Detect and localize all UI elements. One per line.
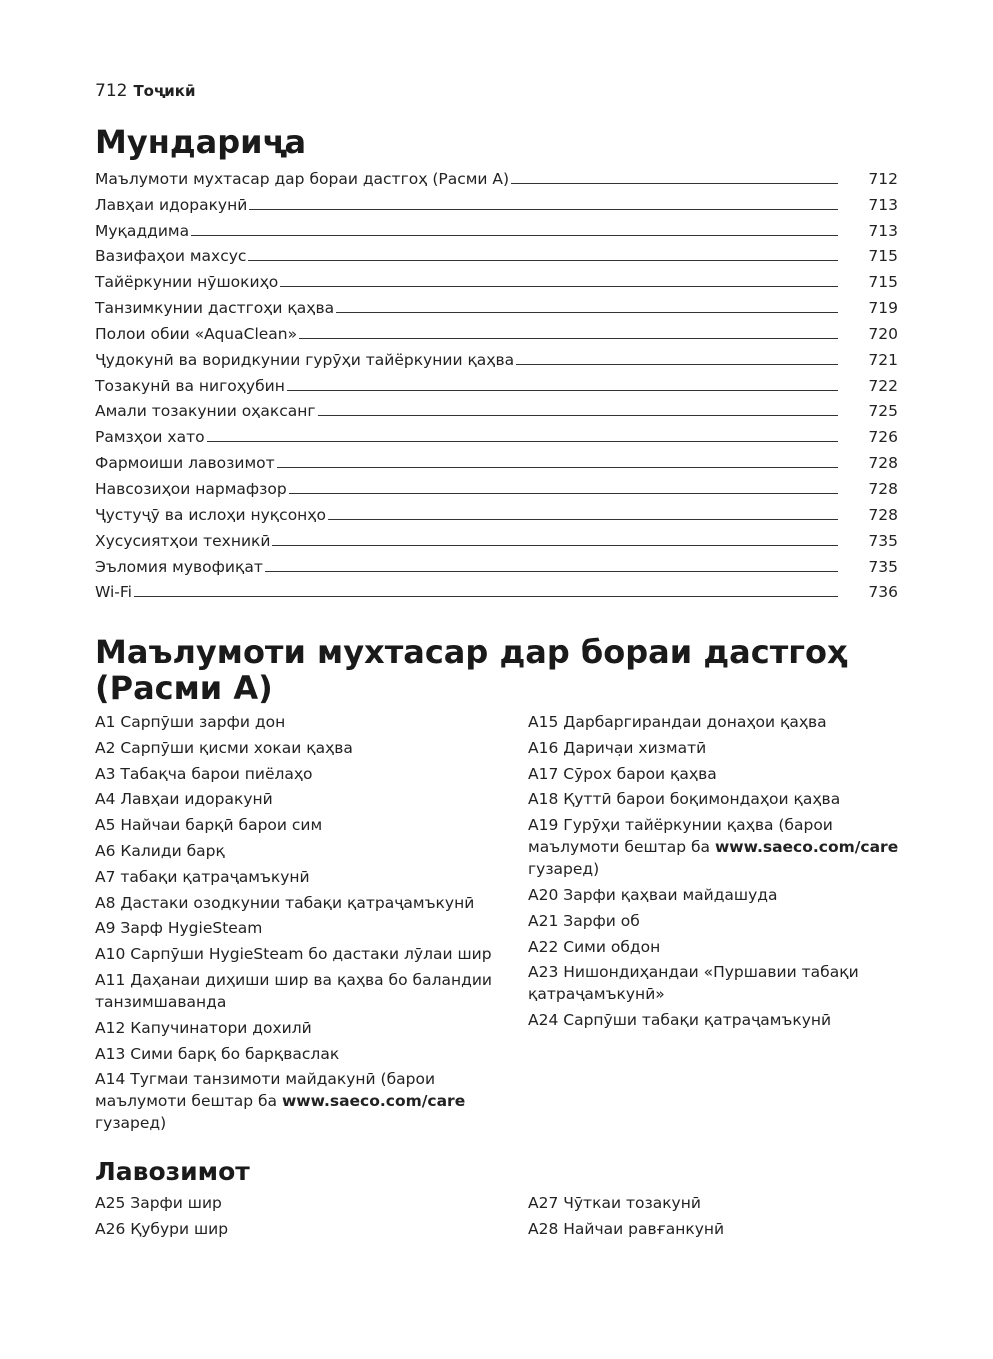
list-item: A22 Сими обдон — [528, 937, 661, 956]
toc-entry-label: Маълумоти мухтасар дар бораи дастгоҳ (Расми A) — [95, 169, 510, 188]
toc-entry[interactable] — [95, 344, 898, 370]
toc-entry-label: Фармоиши лавозимот — [95, 454, 275, 473]
toc-entry-page: 713 — [868, 195, 898, 214]
toc-entry[interactable] — [95, 473, 898, 499]
list-item: A18 Қуттӣ барои боқимондаҳои қаҳва — [528, 790, 841, 809]
list-item: A8 Дастаки озодкунии табақи қатраҷамъкунӣ — [95, 893, 475, 912]
toc-entry-page: 725 — [868, 402, 898, 421]
toc-leader-line — [336, 312, 838, 313]
list-item: A21 Зарфи об — [528, 911, 640, 930]
list-item: A28 Найчаи равғанкунӣ — [528, 1219, 725, 1238]
toc-entry[interactable] — [95, 447, 898, 473]
toc-leader-line — [287, 390, 838, 391]
toc-entry-label: Хусусиятҳои техникӣ — [95, 531, 271, 550]
toc-entry[interactable] — [95, 241, 898, 267]
table-of-contents — [95, 163, 898, 602]
saeco-link[interactable]: www.saeco.com/care — [714, 838, 899, 857]
toc-entry[interactable] — [95, 396, 898, 422]
toc-leader-line — [277, 467, 838, 468]
list-item: A1 Сарпӯши зарфи дон — [95, 713, 286, 731]
a14-text: A14 Тугмаи танзимоти майдакунӣ (барои маълумоти бештар ба — [95, 1070, 436, 1111]
list-item-a14 — [95, 1068, 495, 1134]
toc-leader-line — [134, 596, 838, 597]
toc-entry[interactable] — [95, 370, 898, 396]
toc-leader-line — [191, 235, 838, 236]
toc-entry-page: 736 — [868, 583, 898, 602]
list-item: A11 Даҳанаи диҳиши шир ва қаҳва бо баландии танзимшаванда — [95, 970, 492, 1011]
toc-entry-label: Wi-Fi — [95, 583, 132, 602]
toc-entry-label: Лавҳаи идоракунӣ — [95, 195, 248, 214]
toc-entry-label: Полои обии «AquaClean» — [95, 324, 298, 343]
toc-entry-label: Тайёркунии нӯшокиҳо — [95, 273, 279, 292]
list-item: A17 Сӯрох барои қаҳва — [528, 764, 717, 783]
toc-entry[interactable] — [95, 499, 898, 525]
toc-entry[interactable] — [95, 266, 898, 292]
toc-entry-label: Тозакунӣ ва нигоҳубин — [95, 376, 285, 395]
toc-entry-page: 712 — [868, 169, 898, 188]
toc-leader-line — [328, 519, 838, 520]
list-item: A24 Сарпӯши табақи қатраҷамъкунӣ — [528, 1011, 832, 1030]
list-item: A25 Зарфи шир — [95, 1194, 222, 1212]
toc-entry[interactable] — [95, 163, 898, 189]
page-header — [95, 80, 196, 102]
toc-leader-line — [207, 441, 838, 442]
toc-leader-line — [249, 209, 838, 210]
list-item: A5 Найчаи барқӣ барои сим — [95, 816, 323, 835]
toc-leader-line — [289, 493, 838, 494]
overview-right-column — [528, 711, 908, 1035]
toc-entry[interactable] — [95, 189, 898, 215]
list-item: A4 Лавҳаи идоракунӣ — [95, 790, 273, 809]
list-item: A7 табақи қатраҷамъкунӣ — [95, 867, 310, 886]
list-item: A2 Сарпӯши қисми хокаи қаҳва — [95, 738, 353, 757]
toc-leader-line — [272, 545, 838, 546]
toc-entry-page: 726 — [868, 428, 898, 447]
toc-entry[interactable] — [95, 215, 898, 241]
accessories-title: Лавозимот — [95, 1157, 250, 1186]
language-label: Тоҷикӣ — [133, 82, 196, 100]
overview-title: Маълумоти мухтасар дар бораи дастгоҳ (Расми A) — [95, 633, 848, 707]
toc-leader-line — [516, 364, 838, 365]
list-item: A9 Зарф HygieSteam — [95, 919, 263, 938]
list-item: A26 Қубури шир — [95, 1219, 229, 1238]
list-item-a19 — [528, 814, 908, 880]
list-item: A20 Зарфи қаҳваи майдашуда — [528, 885, 778, 904]
toc-entry-label: Эъломия мувофиқат — [95, 557, 263, 576]
list-item: A3 Табақча барои пиёлаҳо — [95, 764, 313, 783]
toc-entry-label: Ҷустуҷӯ ва ислоҳи нуқсонҳо — [95, 505, 326, 524]
toc-entry-page: 720 — [868, 324, 898, 343]
toc-entry-page: 728 — [868, 505, 898, 524]
toc-entry-page: 721 — [868, 350, 898, 369]
toc-entry-page: 722 — [868, 376, 898, 395]
toc-leader-line — [511, 183, 838, 184]
toc-entry-page: 719 — [868, 299, 898, 318]
a19-text-end: гузаред) — [528, 860, 600, 879]
toc-entry[interactable] — [95, 318, 898, 344]
toc-entry[interactable] — [95, 421, 898, 447]
toc-entry-page: 713 — [868, 221, 898, 240]
toc-leader-line — [248, 260, 838, 261]
toc-entry-page: 715 — [868, 247, 898, 266]
toc-title: Мундариҷа — [95, 123, 307, 161]
toc-entry-label: Ҷудокунӣ ва воридкунии гурӯҳи тайёркунии қаҳва — [95, 350, 515, 369]
toc-leader-line — [318, 415, 838, 416]
toc-entry[interactable] — [95, 551, 898, 577]
list-item: A16 Дарича̣и хизматӣ — [528, 738, 707, 757]
list-item: A27 Чӯткаи тозакунӣ — [528, 1194, 701, 1212]
list-item: A6 Калиди барқ — [95, 841, 225, 860]
toc-leader-line — [299, 338, 838, 339]
list-item: A15 Дарбаргирандаи донаҳои қаҳва — [528, 713, 827, 731]
toc-entry-label: Вазифаҳои махсус — [95, 247, 247, 266]
list-item: A13 Сими барқ бо барқваслак — [95, 1044, 340, 1063]
list-item: A12 Капучинатори дохилӣ — [95, 1018, 312, 1037]
toc-entry-page: 735 — [868, 557, 898, 576]
toc-entry-page: 728 — [868, 479, 898, 498]
toc-entry-page: 735 — [868, 531, 898, 550]
toc-entry-label: Навсозиҳои нармафзор — [95, 479, 287, 498]
toc-entry-label: Танзимкунии дастгоҳи қаҳва — [95, 299, 335, 318]
toc-entry[interactable] — [95, 292, 898, 318]
toc-entry[interactable] — [95, 525, 898, 551]
accessories-right-column — [528, 1192, 724, 1244]
toc-entry-label: Амали тозакунии оҳаксанг — [95, 402, 316, 421]
toc-entry-page: 728 — [868, 454, 898, 473]
toc-entry-page: 715 — [868, 273, 898, 292]
a14-text-end: гузаред) — [95, 1114, 167, 1133]
saeco-link[interactable]: www.saeco.com/care — [281, 1092, 466, 1111]
toc-entry-label: Рамзҳои хато — [95, 428, 205, 447]
accessories-left-column — [95, 1192, 228, 1244]
toc-leader-line — [280, 286, 838, 287]
toc-leader-line — [265, 571, 838, 572]
toc-entry-label: Муқаддима — [95, 221, 190, 240]
page-number: 712 — [95, 81, 128, 101]
list-item: A23 Нишондиҳандаи «Пуршавии табақи қатраҷамъкунӣ» — [528, 963, 859, 1004]
a19-text: A19 Гурӯҳи тайёркунии қаҳва (барои маълумоти бештар ба — [528, 816, 833, 857]
overview-left-column — [95, 711, 495, 1138]
toc-entry[interactable] — [95, 577, 898, 603]
list-item: A10 Сарпӯши HygieSteam бо дастаки лӯлаи шир — [95, 945, 492, 964]
